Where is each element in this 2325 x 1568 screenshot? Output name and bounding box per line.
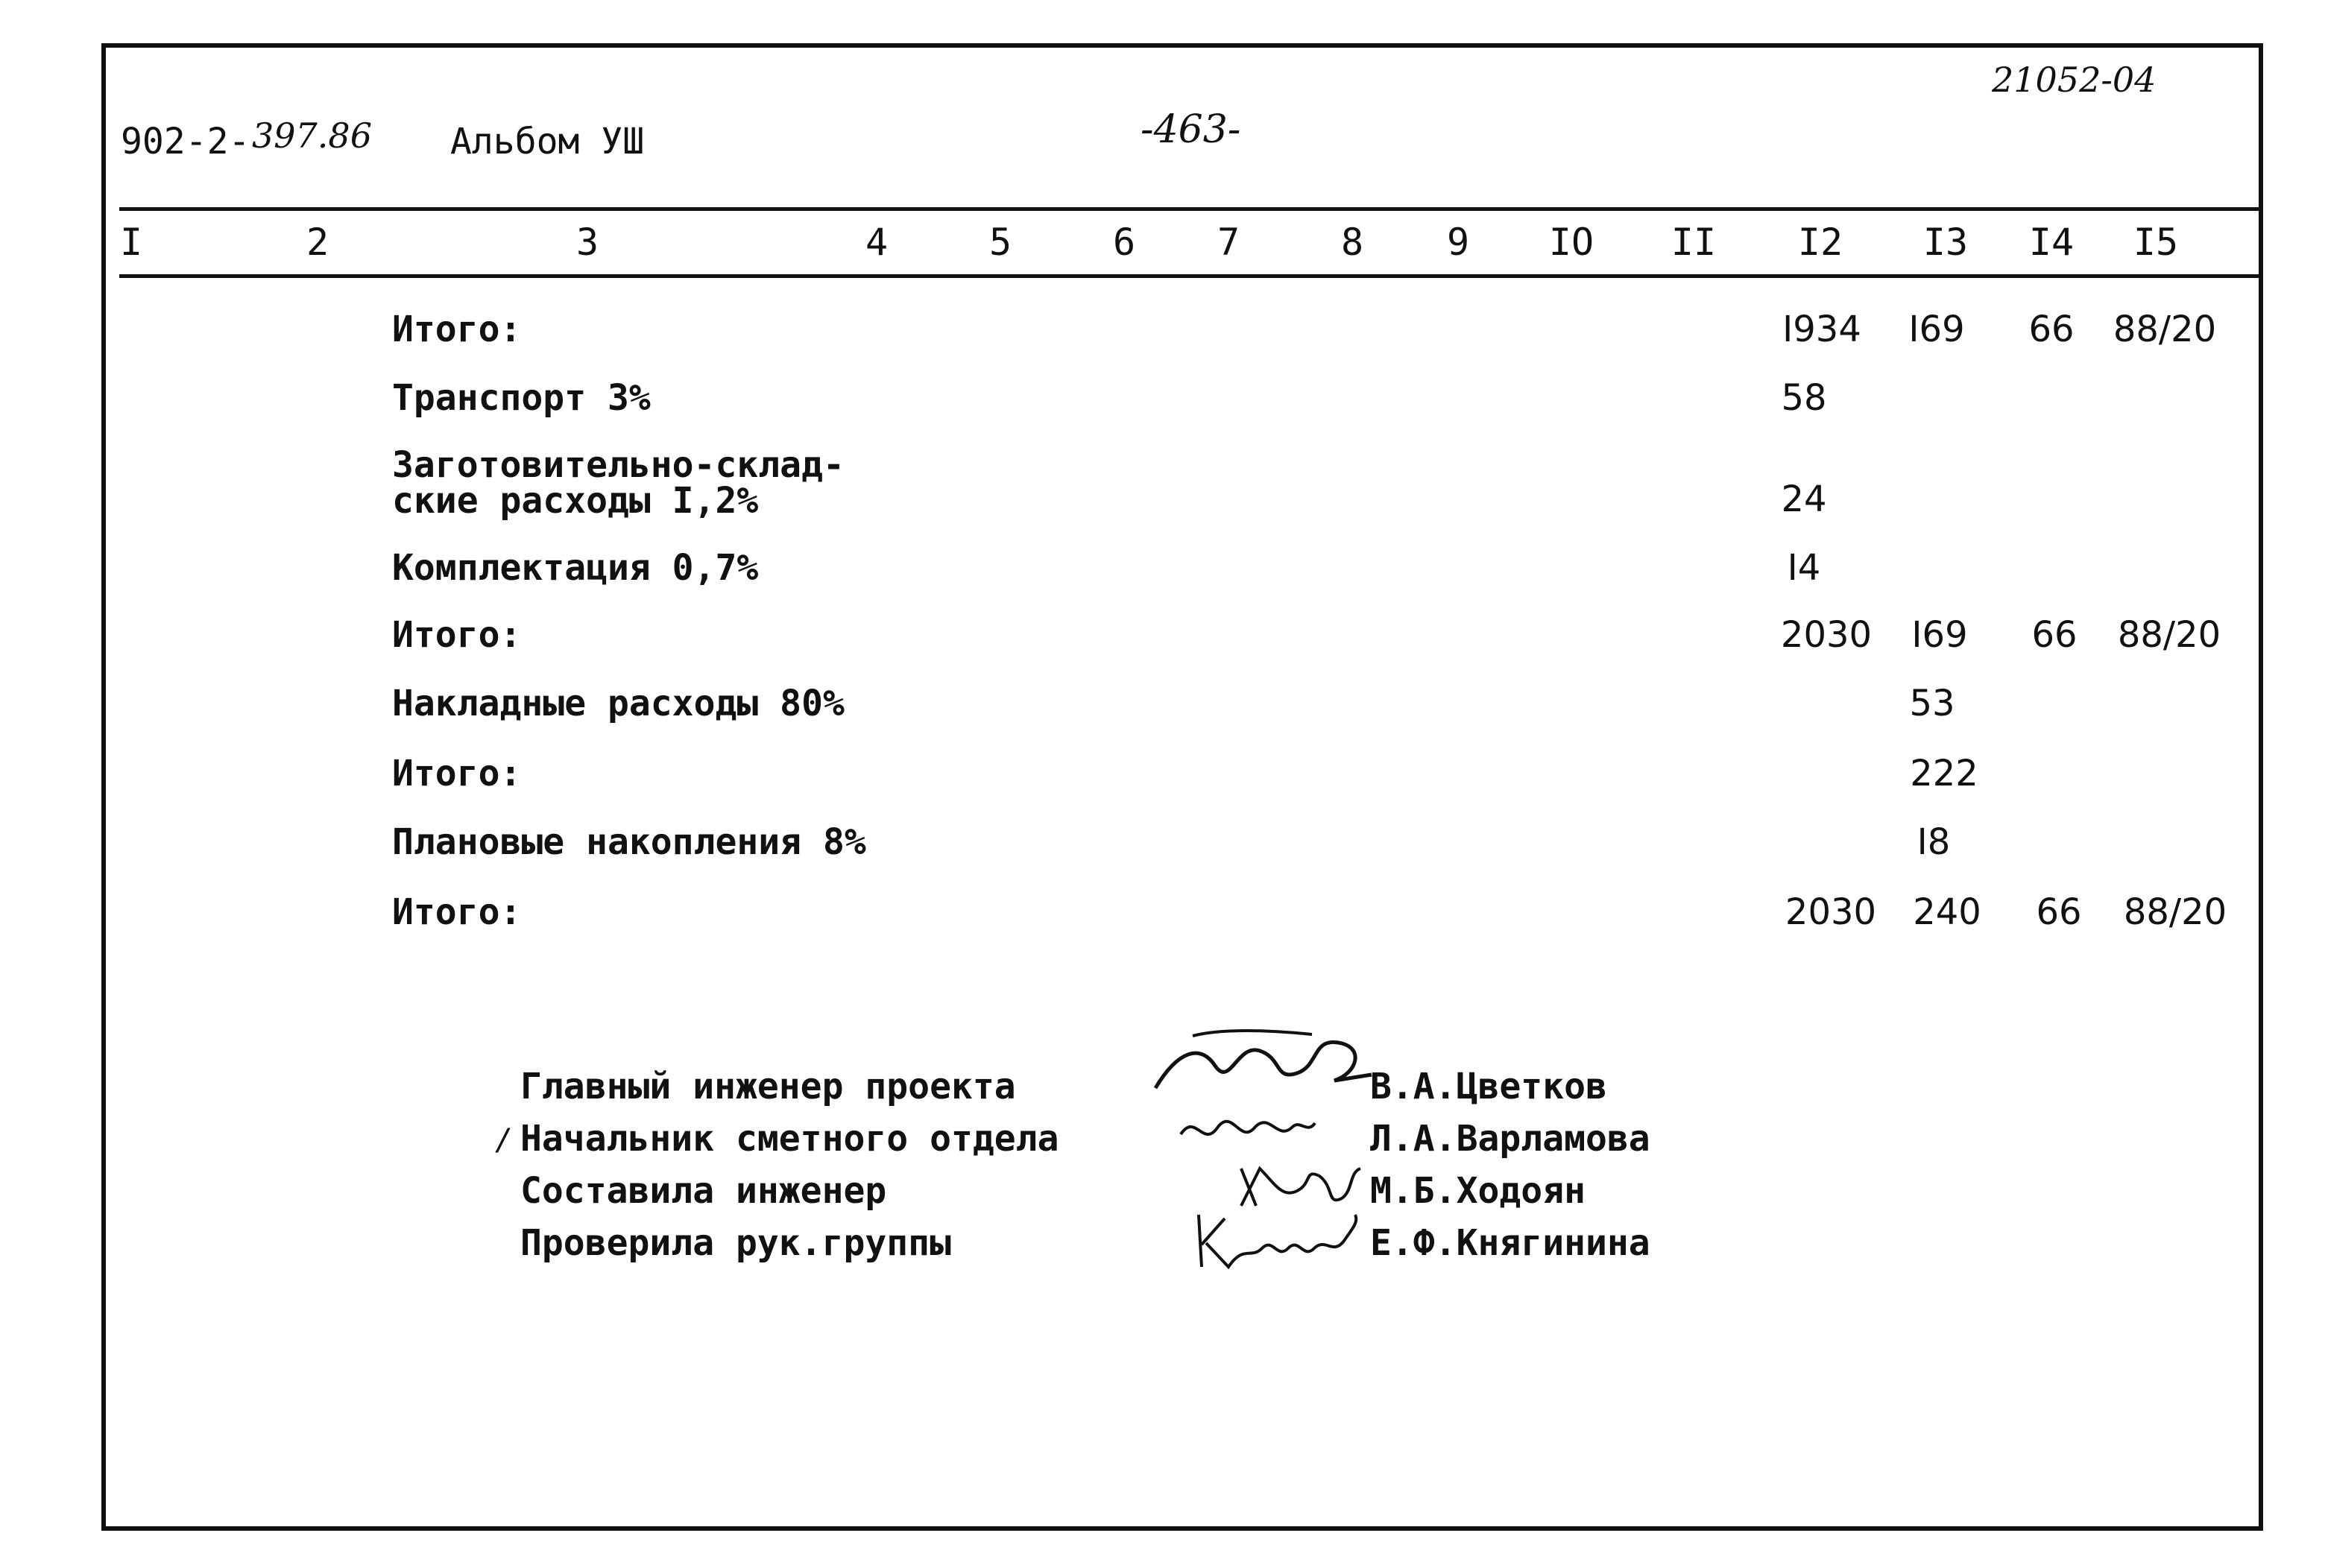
cell-col-13: I8 [1917, 821, 1951, 863]
column-number: 2 [306, 221, 329, 264]
column-number: 6 [1112, 221, 1136, 264]
column-number: 4 [865, 221, 889, 264]
check-mark: / [495, 1123, 514, 1157]
column-number: I4 [2028, 221, 2075, 264]
table-top-rule [119, 207, 2260, 211]
cell-col-15: 88/20 [2117, 614, 2221, 656]
cell-col-12: I4 [1787, 547, 1821, 589]
column-number: I [119, 221, 143, 264]
row-label: Итого: [392, 614, 522, 656]
cell-col-13: 240 [1913, 891, 1981, 933]
signature-name: Л.А.Варламова [1370, 1118, 1650, 1160]
column-number: I3 [1922, 221, 1969, 264]
row-label: Итого: [392, 309, 522, 350]
row-label: Итого: [392, 753, 522, 794]
signature-title: Главный инженер проекта [520, 1066, 1016, 1107]
column-number: I5 [2133, 221, 2179, 264]
column-number: 8 [1340, 221, 1364, 264]
cell-col-15: 88/20 [2123, 891, 2227, 933]
signature-title: Составила инженер [520, 1170, 887, 1212]
document-code-prefix: 902-2- [121, 121, 250, 162]
cell-col-13: I69 [1908, 309, 1965, 350]
cell-col-14: 66 [2031, 614, 2078, 656]
column-number: 3 [575, 221, 599, 264]
cell-col-13: 222 [1910, 753, 1978, 794]
album-label: Альбом УШ [450, 121, 645, 162]
handwritten-signature [1173, 1104, 1322, 1157]
cell-col-12: 2030 [1785, 891, 1877, 933]
cell-col-12: 58 [1781, 377, 1827, 419]
document-code-handwritten: 397.86 [252, 116, 372, 156]
column-number: 5 [988, 221, 1012, 264]
column-number: IO [1548, 221, 1594, 264]
cell-col-12: I934 [1782, 309, 1861, 350]
column-number: 9 [1446, 221, 1470, 264]
handwritten-signature [1148, 1021, 1379, 1103]
cell-col-12: 24 [1781, 478, 1827, 520]
cell-col-15: 88/20 [2113, 309, 2217, 350]
signature-name: Е.Ф.Княгинина [1370, 1222, 1650, 1264]
row-label: Комплектация 0,7% [392, 547, 759, 589]
cell-col-13: I69 [1911, 614, 1968, 656]
signature-title: Начальник сметного отдела [520, 1118, 1059, 1160]
column-number: I2 [1797, 221, 1843, 264]
row-label: Плановые накопления 8% [392, 821, 866, 863]
column-number: II [1671, 221, 1717, 264]
signature-name: В.А.Цветков [1370, 1066, 1607, 1107]
table-header-rule [119, 274, 2260, 278]
cell-col-13: 53 [1909, 683, 1955, 724]
row-label: Транспорт 3% [392, 377, 651, 419]
page-number: -463- [1141, 107, 1241, 152]
row-label: Накладные расходы 80% [392, 683, 845, 724]
handwritten-signature [1191, 1207, 1363, 1274]
signature-name: М.Б.Ходоян [1370, 1170, 1586, 1212]
row-label: Итого: [392, 891, 522, 933]
column-number: 7 [1217, 221, 1240, 264]
cell-col-14: 66 [2028, 309, 2075, 350]
cell-col-12: 2030 [1780, 614, 1873, 656]
row-label: Заготовительно-склад- ские расходы I,2% [392, 444, 845, 522]
signature-title: Проверила рук.группы [520, 1222, 951, 1264]
cell-col-14: 66 [2036, 891, 2082, 933]
corner-code: 21052-04 [1992, 60, 2157, 100]
